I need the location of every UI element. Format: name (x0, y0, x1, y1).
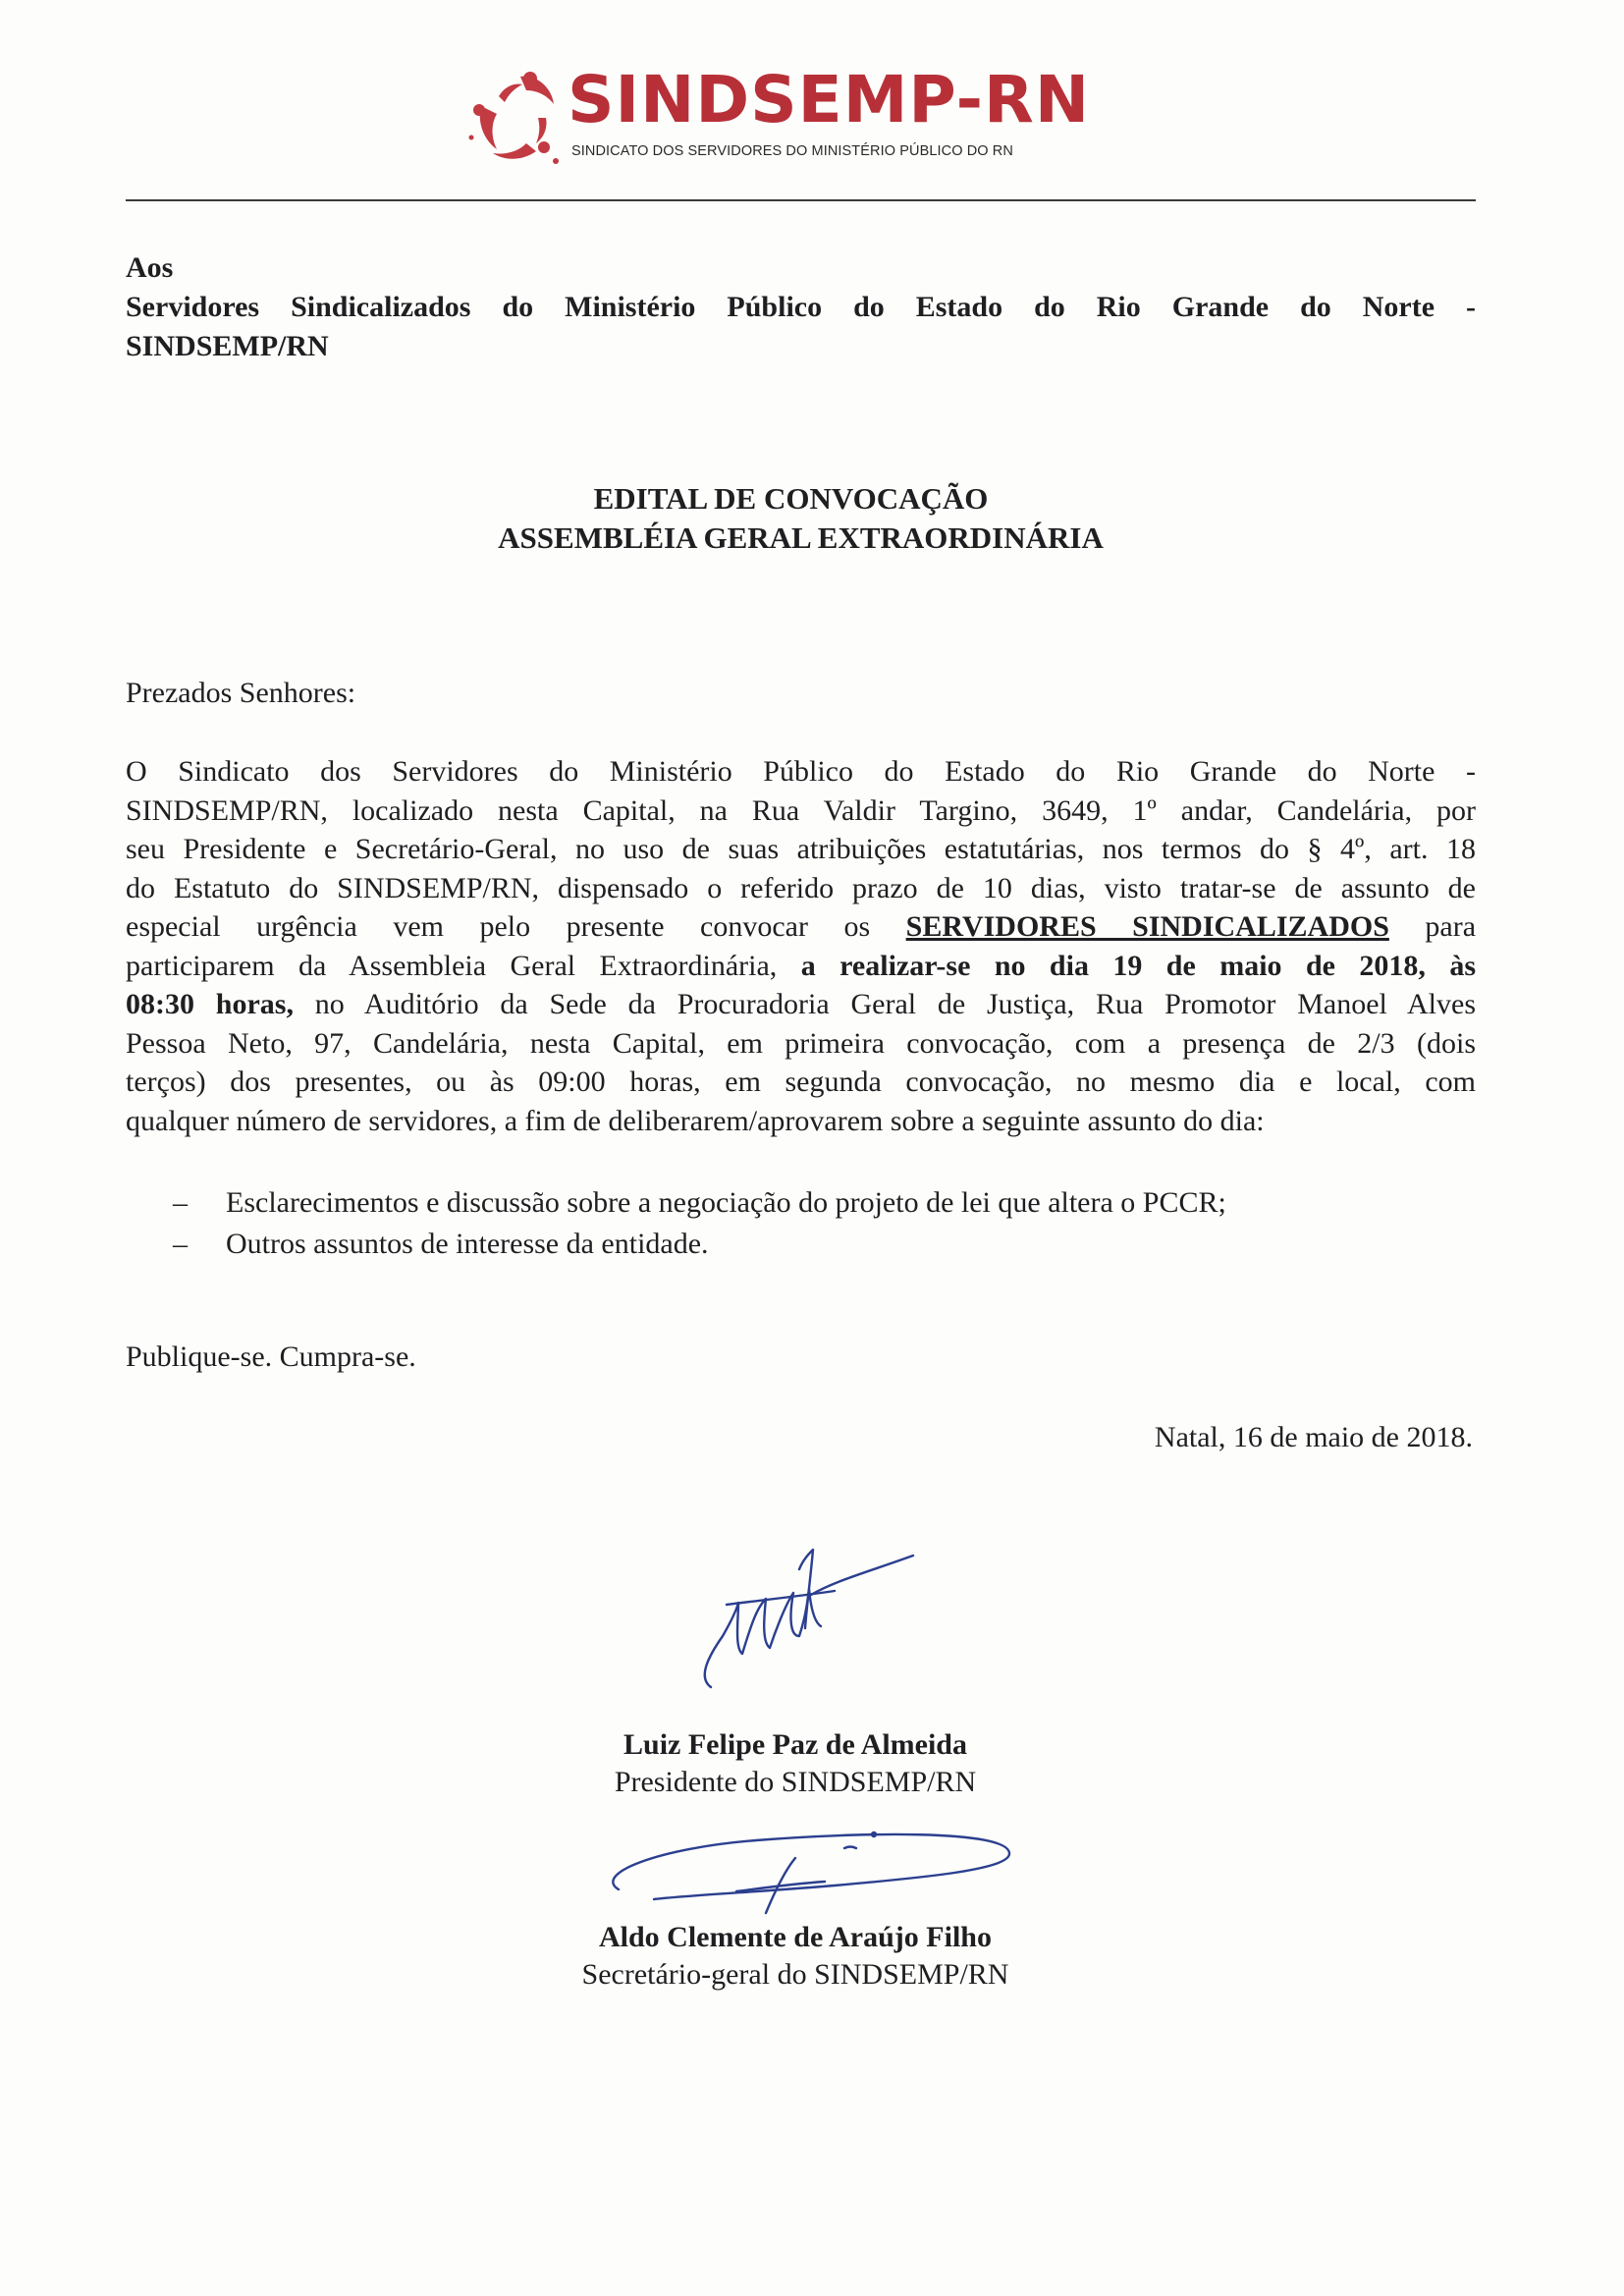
signatory-name: Luiz Felipe Paz de Almeida (623, 1728, 967, 1761)
greeting: Prezados Senhores: (126, 677, 356, 709)
org-name: SINDSEMP-RN (568, 62, 1091, 137)
document-title (126, 479, 1476, 558)
agenda-list (173, 1182, 1226, 1265)
addressee-block (126, 248, 1476, 366)
title-line-2: ASSEMBLÉIA GERAL EXTRAORDINÁRIA (498, 520, 1104, 555)
president-signature (687, 1520, 923, 1707)
agenda-item (173, 1182, 1226, 1224)
signatory-role: Presidente do SINDSEMP/RN (614, 1766, 977, 1798)
union-logo-icon (461, 67, 568, 169)
agenda-item (173, 1224, 1226, 1265)
closing-line: Publique-se. Cumpra-se. (126, 1340, 416, 1373)
list-marker: – (173, 1228, 188, 1260)
addressee-line-1: Aos (126, 251, 174, 284)
list-marker: – (173, 1186, 188, 1219)
agenda-item-text: Esclarecimentos e discussão sobre a negociação do projeto de lei que altera o PCCR; (226, 1186, 1226, 1219)
date-line: Natal, 16 de maio de 2018. (1154, 1421, 1473, 1453)
body-line (126, 985, 1476, 1024)
org-subtitle: SINDICATO DOS SERVIDORES DO MINISTÉRIO PÚBLICO DO RN (571, 143, 1013, 159)
body-line: seu Presidente e Secretário-Geral, no uso de suas atribuições estatutárias, nos termos do § 4º, art. 18 (126, 833, 1476, 865)
title-line-1: EDITAL DE CONVOCAÇÃO (593, 481, 989, 516)
body-line: do Estatuto do SINDSEMP/RN, dispensado o referido prazo de 10 dias, visto tratar-se de assunto de (126, 871, 1476, 904)
body-line: O Sindicato dos Servidores do Ministério Público do Estado do Rio Grande do Norte - (126, 755, 1476, 788)
meeting-date-bold: a realizar-se no dia 19 de maio de 2018, às (800, 949, 1477, 982)
highlight-servidores: SERVIDORES SINDICALIZADOS (905, 910, 1389, 943)
secretary-signature (599, 1805, 1021, 1923)
body-line: Pessoa Neto, 97, Candelária, nesta Capital, em primeira convocação, com a presença de 2/3 (dois (126, 1026, 1476, 1060)
addressee-line-3: SINDSEMP/RN (126, 330, 329, 362)
addressee-line-2: Servidores Sindicalizados do Ministério Público do Estado do Rio Grande do Norte - (126, 291, 1476, 323)
body-paragraph (126, 752, 1476, 1140)
body-text: participarem da Assembleia Geral Extraordinária, (126, 949, 778, 982)
body-line: SINDSEMP/RN, localizado nesta Capital, na Rua Valdir Targino, 3649, 1º andar, Candelária, por (126, 793, 1476, 827)
body-line: terços) dos presentes, ou às 09:00 horas, em segunda convocação, no mesmo dia e local, com (126, 1066, 1476, 1098)
signatory-name: Aldo Clemente de Araújo Filho (599, 1921, 992, 1953)
signatory-president (393, 1726, 1198, 1801)
body-line (126, 907, 1476, 947)
header-divider (126, 199, 1476, 201)
body-line: qualquer número de servidores, a fim de deliberarem/aprovarem sobre a seguinte assunto do dia: (126, 1104, 1265, 1137)
meeting-time-bold: 08:30 horas, (126, 988, 294, 1020)
body-text: especial urgência vem pelo presente convocar os (126, 910, 871, 943)
body-text: no Auditório da Sede da Procuradoria Geral de Justiça, Rua Promotor Manoel Alves (314, 988, 1476, 1020)
body-text: para (1425, 910, 1477, 943)
signatory-secretary (393, 1919, 1198, 1994)
letterhead-logo (461, 61, 1090, 169)
body-line (126, 947, 1476, 986)
signatory-role: Secretário-geral do SINDSEMP/RN (581, 1958, 1009, 1991)
agenda-item-text: Outros assuntos de interesse da entidade. (226, 1228, 709, 1260)
